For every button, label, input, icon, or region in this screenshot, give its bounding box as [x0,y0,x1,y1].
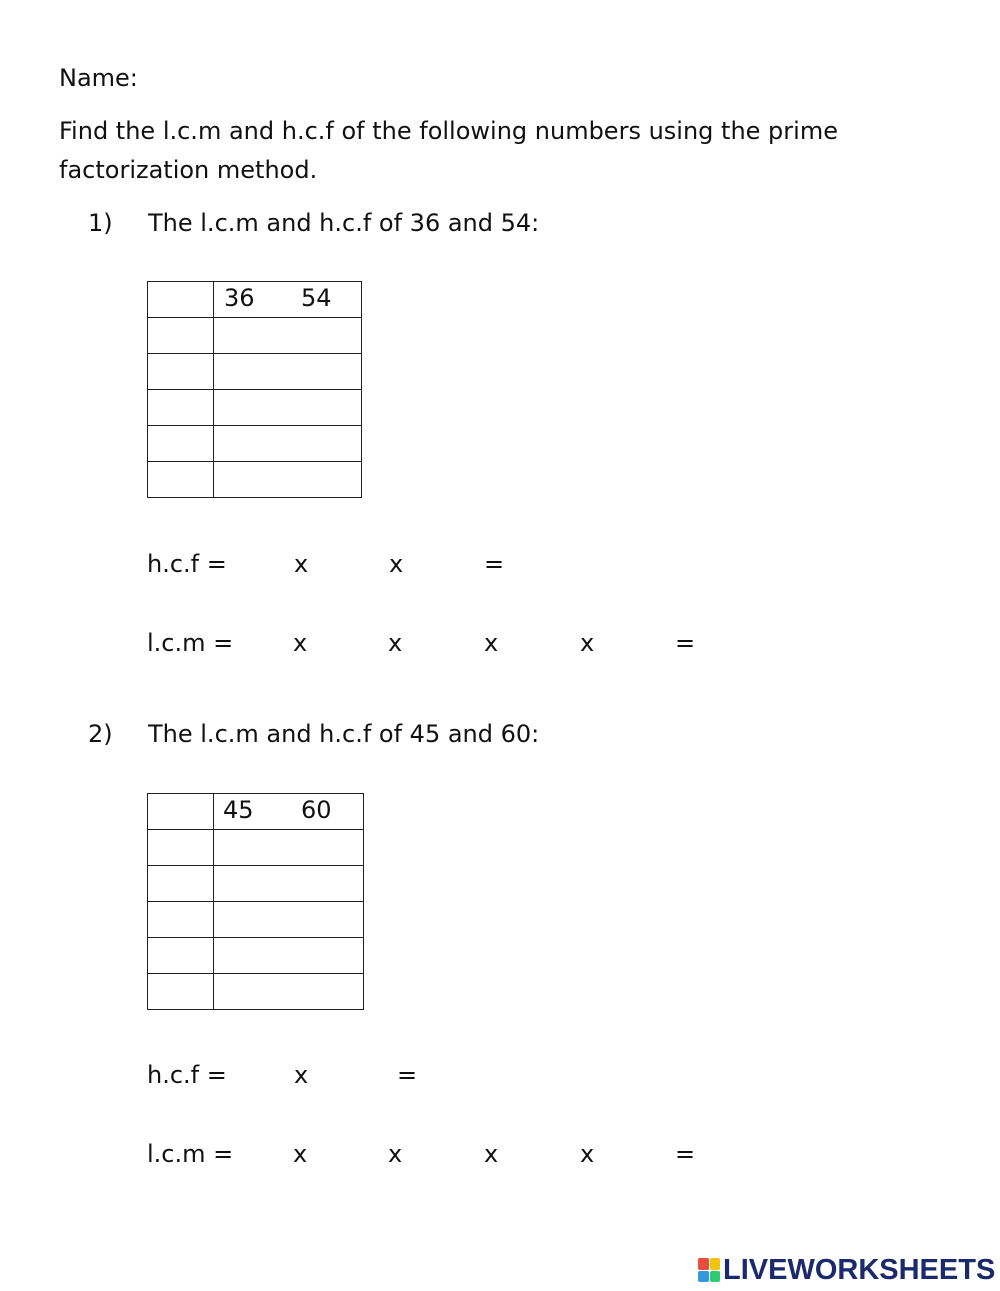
divisor-cell[interactable] [148,794,214,830]
operator: x [294,550,309,578]
table-row [148,902,364,938]
brand-text: LIVEWORKSHEETS [723,1253,996,1286]
table-row [148,426,362,462]
lcm-label: l.c.m = [147,629,234,657]
brand-square [698,1258,709,1270]
instructions-line-2: factorization method. [59,156,318,184]
liveworksheets-logo[interactable] [698,1254,995,1286]
divisor-cell[interactable] [148,426,214,462]
table-row [148,390,362,426]
quotient-cell[interactable] [214,390,362,426]
table-number: 54 [301,284,332,312]
divisor-cell[interactable] [148,318,214,354]
divisor-cell[interactable] [148,938,214,974]
table-row [148,318,362,354]
numbers-cell [214,794,364,830]
operator: x [293,629,308,657]
divisor-cell[interactable] [148,902,214,938]
table-row [148,282,362,318]
operator: x [293,1140,308,1168]
equals-sign: = [675,629,696,657]
question-prompt: The l.c.m and h.c.f of 45 and 60: [148,720,540,748]
divisor-cell[interactable] [148,462,214,498]
quotient-cell[interactable] [214,866,364,902]
table-row [148,354,362,390]
operator: x [580,629,595,657]
quotient-cell[interactable] [214,426,362,462]
hcf-label: h.c.f = [147,1061,227,1089]
instructions-line-1: Find the l.c.m and h.c.f of the following numbers using the prime [59,117,838,145]
brand-square [710,1271,721,1283]
operator: x [484,629,499,657]
table-row [148,830,364,866]
quotient-cell[interactable] [214,462,362,498]
quotient-cell[interactable] [214,830,364,866]
table-row [148,794,364,830]
numbers-cell [214,282,362,318]
operator: x [388,1140,403,1168]
quotient-cell[interactable] [214,354,362,390]
table-row [148,462,362,498]
question-prompt: The l.c.m and h.c.f of 36 and 54: [148,209,540,237]
table-row [148,974,364,1010]
equals-sign: = [397,1061,418,1089]
table-row [148,866,364,902]
question-number: 1) [88,209,113,237]
question-number: 2) [88,720,113,748]
operator: x [484,1140,499,1168]
quotient-cell[interactable] [214,902,364,938]
quotient-cell[interactable] [214,938,364,974]
brand-mark-icon [698,1258,720,1282]
factor-table [147,793,364,1010]
table-number: 60 [301,796,332,824]
divisor-cell[interactable] [148,390,214,426]
equals-sign: = [484,550,505,578]
hcf-label: h.c.f = [147,550,227,578]
operator: x [580,1140,595,1168]
table-number: 45 [223,796,254,824]
divisor-cell[interactable] [148,830,214,866]
table-row [148,938,364,974]
factor-table [147,281,362,498]
brand-square [698,1271,709,1283]
divisor-cell[interactable] [148,866,214,902]
brand-square [710,1258,721,1270]
operator: x [389,550,404,578]
operator: x [388,629,403,657]
quotient-cell[interactable] [214,318,362,354]
equals-sign: = [675,1140,696,1168]
name-label: Name: [59,64,138,92]
operator: x [294,1061,309,1089]
divisor-cell[interactable] [148,974,214,1010]
divisor-cell[interactable] [148,354,214,390]
divisor-cell[interactable] [148,282,214,318]
lcm-label: l.c.m = [147,1140,234,1168]
quotient-cell[interactable] [214,974,364,1010]
table-number: 36 [224,284,255,312]
